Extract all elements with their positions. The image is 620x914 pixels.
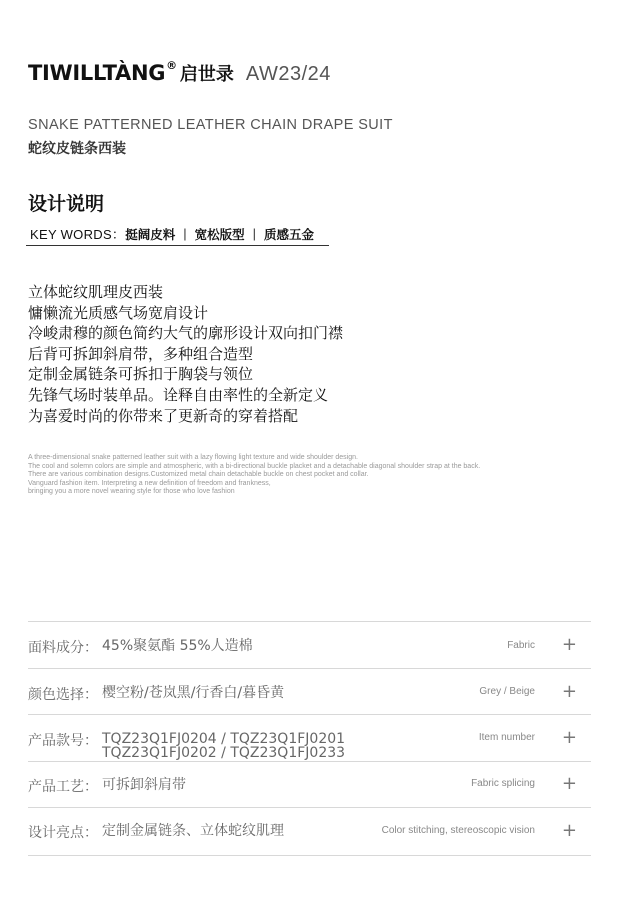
keyword-separator: | [252, 226, 257, 241]
description-cn [28, 282, 343, 426]
description-line: 慵懒流光质感气场宽肩设计 [28, 303, 209, 322]
spec-label: 产品款号： [28, 733, 98, 749]
description-en-line: A three-dimensional snake patterned leather suit with a lazy flowing light texture and wide shoulder design. [28, 454, 358, 461]
season-label: AW23/24 [245, 63, 331, 85]
keyword-item: 宽松版型 [194, 226, 245, 242]
spec-label: 产品工艺： [28, 779, 98, 795]
description-en-line: Vanguard fashion item. Interpreting a new definition of freedom and frankness, [28, 479, 271, 487]
expand-plus-icon[interactable]: + [561, 681, 577, 702]
brand-logo: TIWILLTÀNG® [28, 59, 177, 85]
product-title-cn: 蛇纹皮链条西装 [28, 141, 126, 157]
spec-label-en: Fabric splicing [471, 778, 535, 789]
description-line: 冷峻肃穆的颜色简约大气的廓形设计双向扣门襟 [28, 324, 344, 343]
brand-header [28, 60, 331, 86]
brand-chinese-name: 启世录 [179, 64, 234, 85]
spec-label-en: Item number [478, 732, 535, 743]
description-en-line: There are various combination designs.Customized metal chain detachable buckle on chest pocket and collar. [28, 471, 369, 479]
spec-label-en: Grey / Beige [479, 686, 535, 697]
spec-value: 可拆卸斜肩带 [102, 777, 186, 793]
spec-label-en: Fabric [507, 640, 535, 651]
spec-label: 颜色选择： [28, 687, 98, 703]
spec-row-item-number [28, 715, 591, 762]
spec-label: 设计亮点： [28, 825, 98, 841]
keywords-label: KEY WORDS： [30, 227, 126, 242]
expand-plus-icon[interactable]: + [561, 634, 577, 655]
design-heading: 设计说明 [28, 193, 105, 215]
spec-row-craft [28, 762, 591, 808]
description-line: 先锋气场时装单品。诠释自由率性的全新定义 [28, 385, 329, 404]
product-title-en: SNAKE PATTERNED LEATHER CHAIN DRAPE SUIT [28, 117, 393, 133]
description-line: 后背可拆卸斜肩带，多种组合造型 [28, 344, 254, 363]
spec-value: TQZ23Q1FJ0202 / TQZ23Q1FJ0233 [102, 745, 346, 761]
expand-plus-icon[interactable]: + [561, 820, 577, 841]
expand-plus-icon[interactable]: + [561, 727, 577, 748]
spec-row-highlights [28, 808, 591, 856]
spec-value: 45%聚氨酯 55%人造棉 [102, 638, 253, 654]
registered-mark: ® [166, 59, 177, 72]
spec-value: 樱空粉/苍岚黑/行香白/暮昏黄 [102, 685, 285, 701]
spec-value: TQZ23Q1FJ0204 / TQZ23Q1FJ0201 [102, 731, 346, 747]
spec-row-fabric [28, 622, 591, 669]
description-line: 立体蛇纹肌理皮西装 [28, 283, 164, 301]
spec-row-color [28, 669, 591, 715]
description-en-line: bringing you a more novel wearing style for those who love fashion [28, 488, 235, 496]
keyword-separator: | [183, 226, 187, 241]
keywords-row [26, 222, 329, 246]
expand-plus-icon[interactable]: + [561, 773, 577, 794]
spec-label-en: Color stitching, stereoscopic vision [381, 825, 535, 836]
spec-value: 定制金属链条、立体蛇纹肌理 [102, 823, 284, 839]
keyword-item: 挺阔皮料 [125, 226, 176, 242]
description-en-line: The cool and solemn colors are simple and atmospheric, with a bi-directional buckle placket and a detachable diagonal shoulder strap at the back. [28, 462, 481, 470]
description-line: 定制金属链条可拆扣于胸袋与领位 [28, 365, 254, 384]
description-en [28, 454, 480, 497]
description-line: 为喜爱时尚的你带来了更新奇的穿着搭配 [28, 406, 299, 425]
spec-label: 面料成分： [28, 640, 98, 656]
keyword-item: 质感五金 [264, 226, 315, 242]
